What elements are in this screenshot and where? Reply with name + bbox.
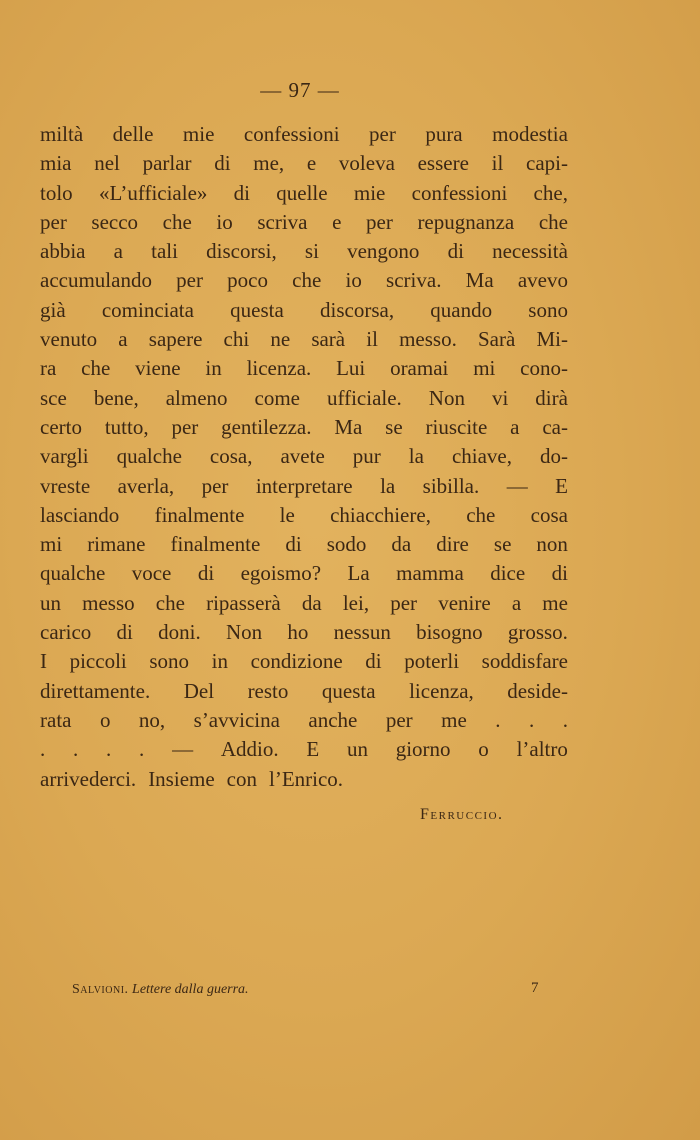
word: . xyxy=(495,707,501,732)
word: per xyxy=(385,707,413,732)
word: che xyxy=(538,209,568,234)
word: tali xyxy=(151,239,178,264)
word: per xyxy=(390,590,418,615)
word: per xyxy=(201,473,229,498)
word: anche xyxy=(308,707,358,732)
word: — xyxy=(172,737,194,762)
word: sono xyxy=(528,297,568,322)
word: voleva xyxy=(338,151,395,176)
word: per xyxy=(366,209,393,234)
text-line xyxy=(40,647,568,676)
text-line xyxy=(40,589,568,618)
word: quando xyxy=(430,297,493,322)
word: Lui xyxy=(336,356,366,381)
word: direttamente. xyxy=(40,678,151,703)
word: l’Enrico. xyxy=(269,766,344,791)
word: un xyxy=(40,590,61,615)
word: e xyxy=(306,151,317,176)
word: Ma xyxy=(334,414,363,439)
word: le xyxy=(279,502,295,527)
word: nel xyxy=(94,151,120,176)
word: qualche xyxy=(116,444,182,469)
word: a xyxy=(511,590,522,615)
word: venire xyxy=(438,590,491,615)
word: mi xyxy=(473,356,496,381)
word: licenza. xyxy=(246,356,312,381)
word: mia xyxy=(40,151,72,176)
word: piccoli xyxy=(69,649,127,674)
word: soddisfare xyxy=(481,649,568,674)
word: me xyxy=(441,707,467,732)
word: discorsi, xyxy=(206,239,277,264)
word: tolo xyxy=(40,180,73,205)
word: carico xyxy=(40,620,92,645)
word: chiacchiere, xyxy=(330,502,431,527)
word: di xyxy=(116,620,133,645)
text-line xyxy=(40,413,568,442)
word: Addio. xyxy=(220,737,279,762)
word: E xyxy=(555,473,568,498)
signature xyxy=(420,806,504,824)
word: lei, xyxy=(342,590,370,615)
word: non xyxy=(536,532,568,557)
word: per xyxy=(176,268,203,293)
word: E xyxy=(306,737,320,762)
text-line xyxy=(40,618,568,647)
word: cominciata xyxy=(101,297,194,322)
word: accumulando xyxy=(40,268,152,293)
word: egoismo? xyxy=(240,561,322,586)
text-line xyxy=(40,149,568,178)
word: di xyxy=(551,561,568,586)
word: mi xyxy=(40,532,63,557)
word: . xyxy=(106,737,112,762)
word: finalmente xyxy=(154,502,245,527)
text-line xyxy=(40,735,568,764)
letter-body xyxy=(40,120,568,794)
text-line xyxy=(40,266,568,295)
text-line xyxy=(40,237,568,266)
word: essere xyxy=(417,151,469,176)
text-line xyxy=(40,354,568,383)
word: vargli xyxy=(40,444,89,469)
word: si xyxy=(304,239,319,264)
word: ho xyxy=(287,620,309,645)
word: per xyxy=(171,414,199,439)
word: tutto, xyxy=(104,414,149,439)
word: il xyxy=(491,151,504,176)
footer-author: Salvioni. xyxy=(72,982,129,997)
text-line xyxy=(40,208,568,237)
word: questa xyxy=(321,678,376,703)
word: di xyxy=(214,151,231,176)
word: vi xyxy=(491,385,509,410)
word: in xyxy=(211,649,228,674)
word: che xyxy=(162,209,192,234)
word: discorsa, xyxy=(320,297,395,322)
word: do- xyxy=(539,444,568,469)
word: la xyxy=(380,473,396,498)
word: per xyxy=(369,122,396,146)
word: almeno xyxy=(165,385,228,410)
word: delle xyxy=(112,122,154,146)
word: con xyxy=(226,766,257,791)
word: sibilla. xyxy=(422,473,480,498)
text-line xyxy=(40,559,568,588)
word: ra xyxy=(40,356,57,381)
word: il xyxy=(366,327,378,352)
word: di xyxy=(447,239,464,264)
word: rata xyxy=(40,707,72,732)
word: di xyxy=(365,649,382,674)
text-line xyxy=(40,384,568,413)
word: modestia xyxy=(492,122,568,146)
word: quelle xyxy=(276,180,328,205)
word: ne xyxy=(270,327,291,352)
word: condizione xyxy=(250,649,343,674)
word: parlar xyxy=(142,151,192,176)
text-line xyxy=(40,501,568,530)
text-line xyxy=(40,530,568,559)
word: poterli xyxy=(404,649,460,674)
word: che xyxy=(155,590,185,615)
word: o xyxy=(99,707,111,732)
word: chi xyxy=(223,327,250,352)
word: qualche xyxy=(40,561,106,586)
word: e xyxy=(332,209,342,234)
word: per xyxy=(40,209,67,234)
word: Mi- xyxy=(536,327,568,352)
text-line xyxy=(40,325,568,354)
word: se xyxy=(385,414,403,439)
footer-signature-line xyxy=(72,982,249,998)
word: grosso. xyxy=(507,620,568,645)
text-line xyxy=(40,706,568,735)
text-line xyxy=(40,296,568,325)
word: oramai xyxy=(390,356,449,381)
word: resto xyxy=(247,678,289,703)
word: o xyxy=(478,737,489,762)
word: Del xyxy=(183,678,215,703)
word: in xyxy=(205,356,222,381)
word: che xyxy=(292,268,322,293)
word: arrivederci. xyxy=(40,766,137,791)
word: dice xyxy=(490,561,526,586)
word: interpretare xyxy=(255,473,353,498)
word: pur xyxy=(352,444,381,469)
word: messo xyxy=(82,590,135,615)
word: sarà xyxy=(311,327,346,352)
text-line xyxy=(40,120,568,149)
footer-signature-mark: 7 xyxy=(531,980,539,996)
word: voce xyxy=(131,561,172,586)
word: chiave, xyxy=(451,444,512,469)
footer-book-title: Lettere dalla guerra. xyxy=(132,982,249,997)
word: mie xyxy=(182,122,215,146)
word: da xyxy=(391,532,412,557)
word: . xyxy=(139,737,145,762)
word: dirà xyxy=(535,385,568,410)
word: licenza, xyxy=(409,678,474,703)
word: Non xyxy=(225,620,263,645)
word: avevo xyxy=(517,268,568,293)
text-line xyxy=(40,442,568,471)
word: cosa xyxy=(530,502,568,527)
word: cono- xyxy=(520,356,568,381)
word: venuto xyxy=(40,327,98,352)
word: avete xyxy=(280,444,325,469)
word: di xyxy=(285,532,302,557)
word: — xyxy=(506,473,528,498)
word: giorno xyxy=(395,737,451,762)
word: secco xyxy=(91,209,139,234)
word: sce xyxy=(40,385,67,410)
word: a xyxy=(113,239,123,264)
text-line xyxy=(40,765,568,794)
word: ufficiale. xyxy=(326,385,402,410)
word: cosa, xyxy=(209,444,253,469)
word: un xyxy=(346,737,368,762)
word: me, xyxy=(253,151,285,176)
word: ripasserà xyxy=(206,590,281,615)
word: bene, xyxy=(93,385,139,410)
word: sono xyxy=(149,649,190,674)
word: necessità xyxy=(492,239,568,264)
word: La xyxy=(347,561,370,586)
word: scriva. xyxy=(386,268,442,293)
word: che, xyxy=(533,180,568,205)
word: ca- xyxy=(542,414,568,439)
word: già xyxy=(40,297,66,322)
word: averla, xyxy=(117,473,175,498)
word: di xyxy=(233,180,251,205)
text-line xyxy=(40,677,568,706)
word: mamma xyxy=(396,561,464,586)
word: mie xyxy=(353,180,386,205)
word: abbia xyxy=(40,239,86,264)
word: gentilezza. xyxy=(221,414,312,439)
word: nessun xyxy=(333,620,391,645)
word: finalmente xyxy=(170,532,261,557)
word: pura xyxy=(425,122,463,146)
word: come xyxy=(254,385,300,410)
word: se xyxy=(493,532,512,557)
word: questa xyxy=(230,297,284,322)
word: messo. xyxy=(399,327,457,352)
word: certo xyxy=(40,414,82,439)
word: . xyxy=(73,737,79,762)
word: riuscite xyxy=(425,414,488,439)
text-line xyxy=(40,179,568,208)
word: deside- xyxy=(507,678,568,703)
word: Insieme xyxy=(148,766,215,791)
word: «L’ufficiale» xyxy=(98,180,208,205)
word: doni. xyxy=(158,620,201,645)
word: che xyxy=(466,502,496,527)
word: repugnanza xyxy=(417,209,515,234)
word: confessioni xyxy=(411,180,508,205)
word: di xyxy=(197,561,215,586)
word: sodo xyxy=(326,532,367,557)
word: poco xyxy=(227,268,268,293)
page-number: — 97 — xyxy=(260,78,340,102)
word: . xyxy=(562,707,568,732)
word: Ma xyxy=(465,268,494,293)
word: sapere xyxy=(148,327,203,352)
word: me xyxy=(542,590,568,615)
word: . xyxy=(528,707,535,732)
word: vreste xyxy=(40,473,91,498)
word: . xyxy=(40,737,46,762)
word: bisogno xyxy=(416,620,483,645)
word: vengono xyxy=(347,239,420,264)
word: scriva xyxy=(257,209,308,234)
word: la xyxy=(408,444,424,469)
word: io xyxy=(345,268,362,293)
word: Non xyxy=(428,385,465,410)
word: no, xyxy=(138,707,166,732)
word: che xyxy=(81,356,111,381)
word: confessioni xyxy=(243,122,340,146)
word: io xyxy=(216,209,233,234)
word: rimane xyxy=(87,532,146,557)
word: Sarà xyxy=(477,327,516,352)
word: a xyxy=(510,414,520,439)
word: miltà xyxy=(40,122,84,146)
text-line xyxy=(40,472,568,501)
word: s’avvicina xyxy=(193,707,280,732)
word: lasciando xyxy=(40,502,120,527)
word: dire xyxy=(436,532,469,557)
word: viene xyxy=(135,356,181,381)
word: l’altro xyxy=(516,737,568,762)
word: I xyxy=(40,649,47,674)
word: capi- xyxy=(526,151,568,176)
word: da xyxy=(301,590,322,615)
signature-text: Ferruccio. xyxy=(420,806,504,823)
word: a xyxy=(118,327,128,352)
